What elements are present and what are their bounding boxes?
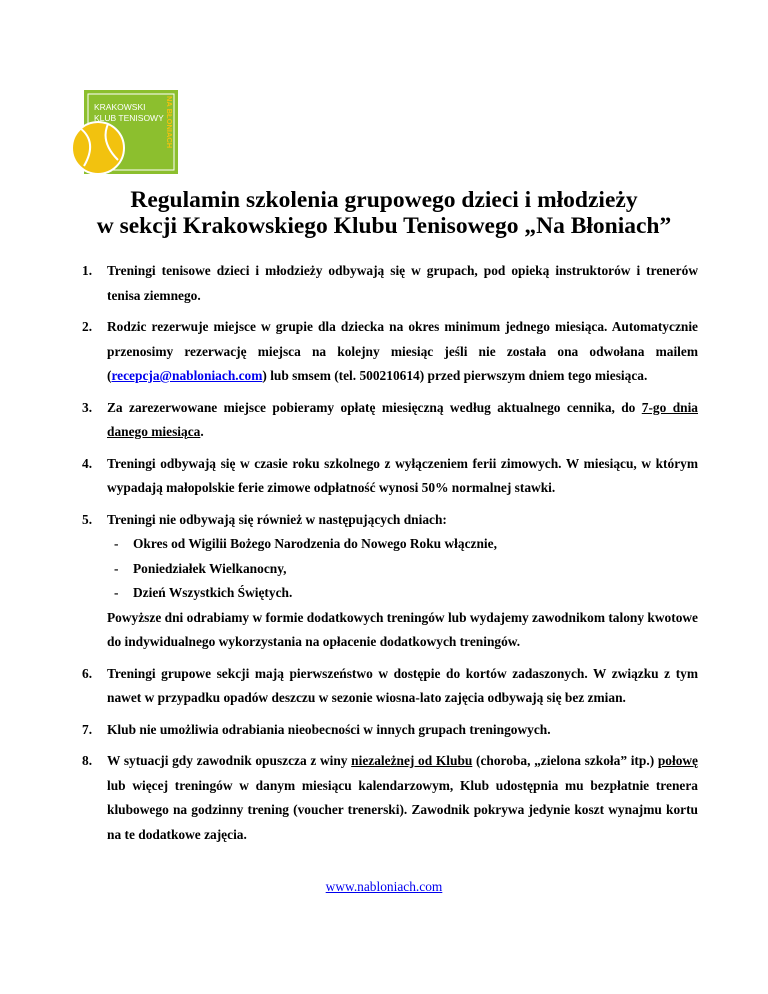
excluded-days-list [107,532,698,606]
website-link[interactable]: www.nabloniach.com [325,879,443,894]
rule-2: 2. Rodzic rezerwuje miejsce w grupie dla dziecka na okres minimum jednego miesiąca. Automatycznie przenosimy rezerwację miejsca na kolejny miesiąc jeśli nie została ona odwołana mailem (recepcja@nabloniach.com) lub smsem (tel. 500210614) przed pierwszym dniem tego miesiąca. [82,319,698,383]
title-line-2: w sekcji Krakowskiego Klubu Tenisowego „Na Błoniach” [96,213,672,239]
rule-1: 1. Treningi tenisowe dzieci i młodzieży odbywają się w grupach, pod opieką instruktorów i trenerów tenisa ziemnego. [82,263,698,303]
rule-7: 7. Klub nie umożliwia odrabiania nieobecności w innych grupach treningowych. [82,721,551,737]
rule-5: 5. Treningi nie odbywają się również w następujących dniach: - Okres od Wigilii Bożego Narodzenia do Nowego Roku włącznie, - Poniedziałek Wielkanocny, - Dzień Wszystkich Świętych. Powyższe dni odrabiamy w formie dodatkowych treningów lub wydajemy zawodnikom talony kwotowe do indywidualnego wykorzystania na opłacenie dodatkowych treningów. [82,508,698,655]
rules-list [82,259,698,854]
title-line-1: Regulamin szkolenia grupowego dzieci i młodzieży [130,187,638,213]
payment-deadline: 7-go dnia danego miesiąca [107,399,698,439]
tennis-ball-icon [72,122,124,174]
document-title [0,187,768,239]
rule-4: 4. Treningi odbywają się w czasie roku szkolnego z wyłączeniem ferii zimowych. W miesiącu, w którym wypadają małopolskie ferie zimowe odpłatność wynosi 50% normalnej stawki. [82,455,698,495]
rule-6: 6. Treningi grupowe sekcji mają pierwszeństwo w dostępie do kortów zadaszonych. W związku z tym nawet w przypadku opadów deszczu w sezonie wiosna-lato zajęcia odbywają się bez zmian. [82,665,698,705]
logo-line2: KLUB TENISOWY [94,113,164,123]
logo-side-text: NA BŁONIACH [165,96,174,149]
list-item: - Dzień Wszystkich Świętych. [114,585,293,600]
footer [0,879,768,895]
rule-8: 8. W sytuacji gdy zawodnik opuszcza z winy niezależnej od Klubu (choroba, „zielona szkoła” itp.) połowę lub więcej treningów w danym miesiącu kalendarzowym, Klub udostępnia mu bezpłatnie trenera klubowego na godzinny trening (voucher trenerski). Zawodnik pokrywa jedynie koszt wynajmu kortu na te dodatkowe zajęcia. [82,753,699,842]
email-link[interactable]: recepcja@nabloniach.com [111,368,263,383]
list-item: - Poniedziałek Wielkanocny, [114,560,287,576]
club-logo [70,90,178,174]
rule-5-note: Powyższe dni odrabiamy w formie dodatkowych treningów lub wydajemy zawodnikom talony kwotowe do indywidualnego wykorzystania na opłacenie dodatkowych treningów. [107,609,698,649]
rule-3: 3. Za zarezerwowane miejsce pobieramy opłatę miesięczną według aktualnego cennika, do 7-go dnia danego miesiąca. [82,399,698,439]
logo-line1: KRAKOWSKI [94,102,146,112]
list-item: - Okres od Wigilii Bożego Narodzenia do Nowego Roku włącznie, [114,536,497,551]
